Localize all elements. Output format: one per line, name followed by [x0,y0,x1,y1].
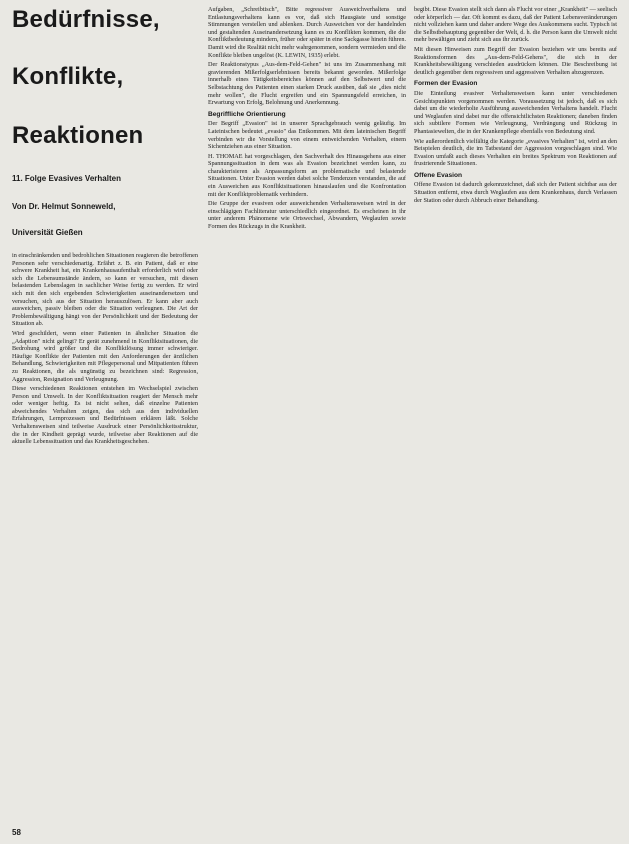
paragraph: Der Begriff „Evasion" ist in unserer Sprachgebrauch wenig geläufig. Im Lateinischen bedeutet „evasio" das Entkommen. Mit dem lateinischen Begriff verbinden wir die Vorstellung von einem entweichenden Verhalten, einem Sichentziehen aus einer Situation. [208,120,406,151]
column-2 [208,6,406,826]
paragraph: Die Einteilung evasiver Verhaltensweisen kann unter verschiedenen Gesichtspunkten vorgenommen werden. Voraussetzung ist jedoch, daß es sich dabei um die wiederholte Ausführung ausweichenden Verhaltens handelt. Flucht und Weglaufen sind dabei nur die offensichtlichsten Reaktionen; daneben finden sich subtilere Formen wie Verleugnung, Verdrängung und Rückzug in Phantasiewelten, die in der Krankenpflege ebenfalls von Bedeutung sind. [414,89,617,135]
paragraph: begibt. Diese Evasion stellt sich dann als Flucht vor einer „Krankheit" — seelisch oder körperlich — dar. Oft kommt es dazu, daß der Patient Lebensveränderungen nicht vollziehen kann und daher andere Wege des Auskommens sucht. Typisch ist die Selbstbehauptung gegenüber der Welt, d. h. die Person kann die Umwelt nicht mehr bewältigen und zieht sich aus ihr zurück. [414,6,617,44]
article-title-line-1: Bedürfnisse, [12,6,160,33]
paragraph: H. THOMAE hat vorgeschlagen, den Sachverhalt des Hinausgehens aus einer Spannungssituation in dem was als Evasion bezeichnet werden kann, zu charakterisieren als Anpassungsform an problematische und belastende Situationen. Unter Evasion werden dabei solche Tendenzen verstanden, die auf ein Ausweichen aus Konfliktsituationen hinauslaufen und die Konfrontation mit der Konfliktproblematik verhindern. [208,152,406,198]
article-title-line-3: Reaktionen [12,122,144,149]
paragraph: Diese verschiedenen Reaktionen entstehen im Wechselspiel zwischen Person und Umwelt. In der Konfliktsituation reagiert der Mensch mehr oder weniger heftig. Es ist nicht selten, daß einzelne Patienten abweichendes Verhalten zeigen, das sich aus den individuellen Erfahrungen, Lernprozessen und Bedürfnissen erklären läßt. Solche Verhaltensweisen sind teilweise Ausdruck einer Persönlichkeitsstruktur, die in der Kindheit geprägt wurde, teilweise aber Reaktionen auf die aktuelle Lebenssituation und das Krankheitsgeschehen. [12,385,198,446]
series-label: 11. Folge Evasives Verhalten [12,174,121,183]
section-heading: Formen der Evasion [414,80,478,88]
article-title-line-2: Konflikte, [12,63,124,90]
column-1 [12,252,198,820]
paragraph: Wird geschildert, wenn einer Patienten in ähnlicher Situation die „Adaption" nicht gelingt? Er gerät zunehmend in Konfliktsituationen, die Bedrohung wird größer und die Konfliktlösung immer schwieriger. Häufige Konflikte der Patienten mit den Anforderungen der ärztlichen Behandlung, Schwierigkeiten mit Pflegepersonal und Mitpatienten führen zu Reaktionen, die als ungünstig zu bezeichnen sind: Regression, Aggression, Resignation und Verleugnung. [12,329,198,383]
column-3 [414,6,617,826]
paragraph: Wie außerordentlich vielfältig die Kategorie „evasives Verhalten" ist, wird an den Beispielen deutlich, die im Tatbestand der Aggression vorgeschlagen sind. Wie Evasion umfaßt auch dieses Verhalten ein breites Spektrum von Reaktionen auf frustrierende Situationen. [414,137,617,168]
affiliation-line: Universität Gießen [12,228,83,237]
paragraph: Aufgaben, „Schreibtisch", Bitte regressiver Ausweichverhaltens und Entlastungsverhaltens kann es vor, daß sich Hausgäste und sonstige Stimmungen verstellen und ablenken. Durch Ausweichen vor der handelnden und gestaltenden Auseinandersetzung kann es zu Konflikten kommen, die die Konfliktbedeutung mindern, früher oder später in eine Sackgasse hinein führen. Damit wird die Realität nicht mehr wahrgenommen, sondern vermieden und die Konflikte bleiben ungelöst (K. LEWIN, 1935) erlebt. [208,6,406,59]
page-number: 58 [12,828,21,837]
section-heading: Begriffliche Orientierung [208,110,286,118]
paragraph: in einschränkenden und bedrohlichen Situationen reagieren die betroffenen Personen sehr verschiedenartig. Erfährt z. B. ein Patient, daß er eine schwere Krankheit hat, ein Krankenhausaufenthalt erforderlich wird oder sich die Lebensumstände ändern, so kann er versuchen, mit diesen belastenden Lebenslagen in sachlicher Weise fertig zu werden. Er wird sich mit den sich ergebenden Schwierigkeiten auseinandersetzen und versuchen, sich aus der Situation herauszulösen. Er kann aber auch ausweichen, passiv bleiben oder die Situation verleugnen. Die Art der Problembewältigung hängt von der Persönlichkeit und der Bedeutung der Situation ab. [12,252,198,328]
author-line: Von Dr. Helmut Sonneweld, [12,202,116,211]
paragraph: Der Reaktionstypus „Aus-dem-Feld-Gehen" ist uns im Zusammenhang mit gravierenden Mißerfolgserlebnissen bereits bekannt geworden. Mißerfolge innerhalb eines Tätigkeitsbereiches können auf den Selbstwert und die Selbstachtung des Patienten einen starken Druck ausüben, daß sie „dies nicht mehr wollen", die Flucht ergreifen und ein Spannungsfeld erreichen, in Erwartung von Erfolg, Belohnung und Anerkennung. [208,61,406,107]
paragraph: Die Gruppe der evasiven oder ausweichenden Verhaltensweisen wird in der einschlägigen Fachliteratur unterschiedlich eingeordnet. Es erscheinen in ihr unter anderem Phänomene wie Ortswechsel, Abwandern, Weglaufen sowie Formen des Rückzugs in die Krankheit. [208,200,406,231]
paragraph: Offene Evasion ist dadurch gekennzeichnet, daß sich der Patient sichtbar aus der Situation entfernt, etwa durch Weglaufen aus dem Krankenhaus, durch Verlassen der Station oder durch Abbruch einer Behandlung. [414,181,617,204]
paragraph: Mit diesen Hinweisen zum Begriff der Evasion beziehen wir uns bereits auf Reaktionsformen des „Aus-dem-Feld-Gehens", die sich in der Krankheitsbewältigung verschieden ausdrücken können. Die Beschreibung ist deutlich gegenüber dem regressiven und aggressiven Verhalten abzugrenzen. [414,45,617,76]
section-heading: Offene Evasion [414,171,463,179]
